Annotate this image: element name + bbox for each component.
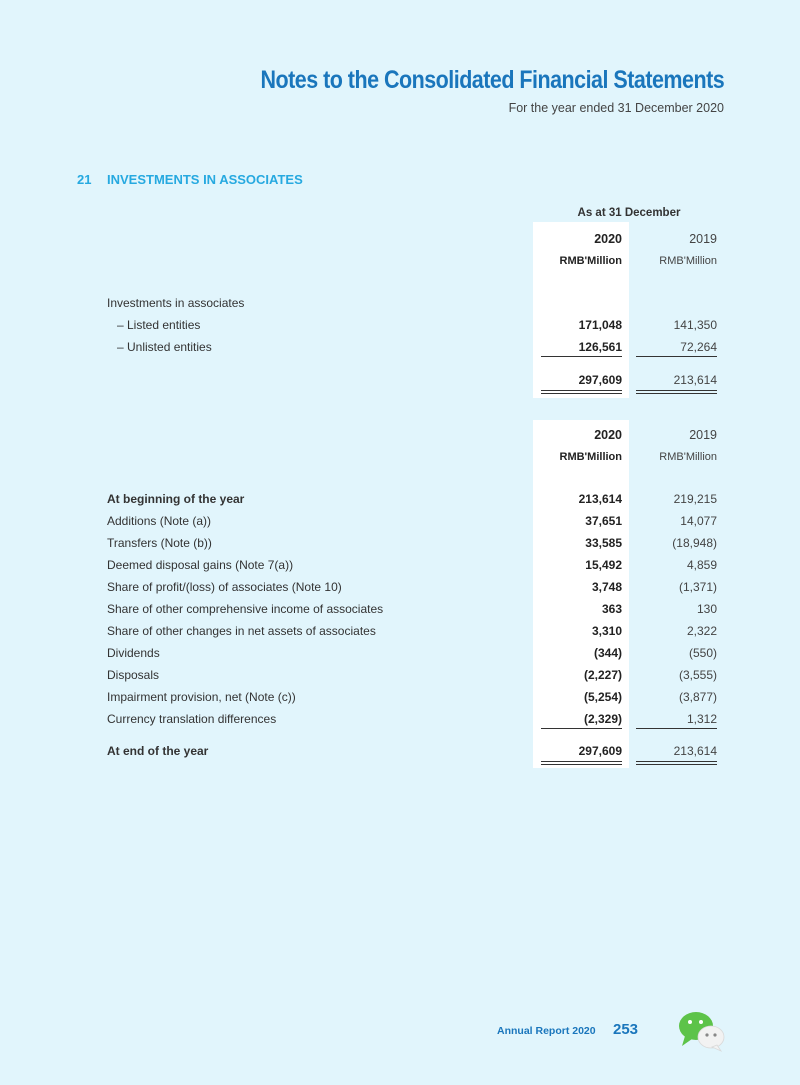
value-2020: (2,329): [583, 712, 622, 726]
row-label: At beginning of the year: [107, 492, 245, 506]
value-2020: 3,310: [591, 624, 622, 638]
col-2020-unit: RMB'Million: [559, 451, 622, 463]
value-2019: (1,371): [678, 580, 717, 594]
value-2020: 3,748: [591, 580, 622, 594]
col-2019-unit: RMB'Million: [659, 451, 717, 463]
as-at-header: As at 31 December: [577, 207, 681, 219]
col-2019-unit: RMB'Million: [659, 255, 717, 267]
row-label: Currency translation differences: [107, 712, 277, 726]
col-2020-header: 2020: [594, 428, 622, 442]
value-2019: (550): [688, 646, 717, 660]
col-2019-header: 2019: [689, 428, 717, 442]
row-label: – Listed entities: [117, 318, 201, 332]
value-2019: 72,264: [680, 340, 717, 354]
table2-unit-header: [0, 447, 800, 467]
table-row: [0, 293, 800, 313]
row-label: – Unlisted entities: [117, 340, 212, 354]
table1-year-header: [0, 229, 800, 249]
total-double-rule: [636, 390, 717, 394]
value-2019: (3,877): [678, 690, 717, 704]
table-row-total: [0, 370, 800, 390]
row-label: Dividends: [107, 646, 160, 660]
value-2020: 171,048: [578, 318, 622, 332]
subtotal-rule: [636, 728, 717, 729]
page-subtitle: For the year ended 31 December 2020: [508, 101, 724, 115]
subtotal-rule: [541, 356, 622, 357]
row-label: Share of profit/(loss) of associates (Note 10): [107, 580, 342, 594]
value-2020: 297,609: [578, 744, 622, 758]
value-2019: 213,614: [673, 373, 717, 387]
wechat-logo-icon: [677, 1010, 727, 1052]
subtotal-rule: [636, 356, 717, 357]
total-double-rule: [541, 390, 622, 394]
page-number: 253: [613, 1021, 639, 1038]
table-row: [0, 489, 800, 509]
value-2019: (3,555): [678, 668, 717, 682]
total-double-rule: [636, 761, 717, 765]
page-header: [185, 66, 724, 115]
value-2020: (5,254): [583, 690, 622, 704]
value-2019: 2,322: [686, 624, 717, 638]
value-2020: 213,614: [578, 492, 622, 506]
table-row: [0, 533, 800, 553]
row-label: Investments in associates: [107, 296, 245, 310]
table-row: [0, 665, 800, 685]
value-2020: 15,492: [585, 558, 622, 572]
row-label: Deemed disposal gains (Note 7(a)): [107, 558, 294, 572]
value-2020: 37,651: [585, 514, 622, 528]
value-2020: 126,561: [578, 340, 622, 354]
row-label: Disposals: [107, 668, 160, 682]
value-2020: 363: [601, 602, 622, 616]
value-2019: 213,614: [673, 744, 717, 758]
row-label: Transfers (Note (b)): [107, 536, 212, 550]
table-row: [0, 337, 800, 357]
row-label: Share of other comprehensive income of associates: [107, 602, 384, 616]
table-row: [0, 621, 800, 641]
row-label: Share of other changes in net assets of associates: [107, 624, 376, 638]
table-row: [0, 599, 800, 619]
table-row: [0, 709, 800, 729]
row-label: Additions (Note (a)): [107, 514, 212, 528]
table-row: [0, 687, 800, 707]
section-title: INVESTMENTS IN ASSOCIATES: [107, 172, 303, 187]
value-2020: 297,609: [578, 373, 622, 387]
table2-year-header: [0, 425, 800, 445]
table-row: [0, 643, 800, 663]
row-label: Impairment provision, net (Note (c)): [107, 690, 296, 704]
section-heading: [77, 172, 303, 187]
section-number: 21: [77, 172, 92, 187]
value-2019: 130: [696, 602, 717, 616]
value-2020: (2,227): [583, 668, 622, 682]
value-2019: 4,859: [686, 558, 717, 572]
annual-report-label: Annual Report 2020: [497, 1025, 596, 1037]
page-title: Notes to the Consolidated Financial Statements: [260, 66, 724, 94]
value-2019: (18,948): [672, 536, 717, 550]
value-2019: 219,215: [673, 492, 717, 506]
table1-unit-header: [0, 251, 800, 271]
table-row: [0, 315, 800, 335]
table-row: [0, 555, 800, 575]
col-2019-header: 2019: [689, 232, 717, 246]
value-2020: 33,585: [585, 536, 622, 550]
table-row: [0, 577, 800, 597]
value-2019: 141,350: [673, 318, 717, 332]
table-row-total: [0, 741, 800, 761]
subtotal-rule: [541, 728, 622, 729]
value-2019: 1,312: [686, 712, 717, 726]
value-2019: 14,077: [680, 514, 717, 528]
col-2020-header: 2020: [594, 232, 622, 246]
value-2020: (344): [593, 646, 622, 660]
total-double-rule: [541, 761, 622, 765]
row-label: At end of the year: [107, 744, 209, 758]
col-2020-unit: RMB'Million: [559, 255, 622, 267]
table-row: [0, 511, 800, 531]
